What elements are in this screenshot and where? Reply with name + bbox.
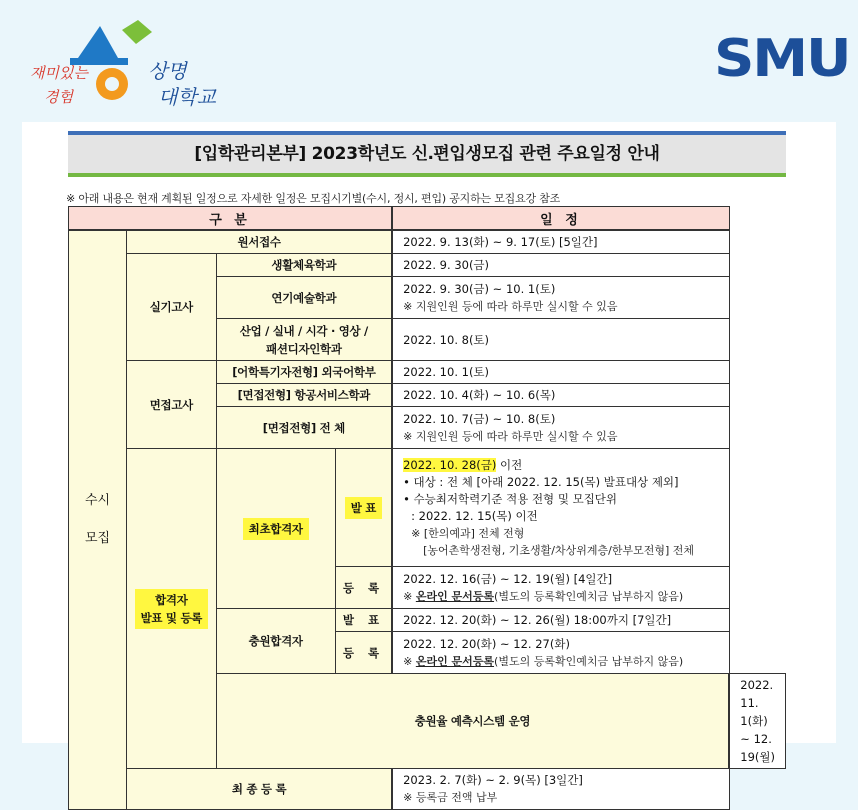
logo-text-3: 상명 xyxy=(148,59,187,83)
group-susi xyxy=(69,230,127,810)
design-label-line1: 산업 / 실내 / 시각 · 영상 / xyxy=(239,323,368,338)
title-bar-bottom xyxy=(68,173,786,177)
acting-value-date: 2022. 9. 30(금) ~ 10. 1(토) xyxy=(403,281,556,296)
notice-text: ※ 아래 내용은 현재 계획된 일정으로 자세한 일정은 모집시기별(수시, 정시, 편입) 공지하는 모집요강 참조 xyxy=(66,192,561,205)
design-value: 2022. 10. 8(토) xyxy=(392,319,729,361)
final-announce-label xyxy=(335,449,392,567)
table-row xyxy=(69,769,786,810)
logo-text-1: 재미있는 xyxy=(30,64,88,82)
final-announce-value xyxy=(392,449,729,567)
final-announce-line5: ※ [한의예과] 전체 전형 xyxy=(411,526,525,540)
final-announce-line4: : 2022. 12. 15(목) 이전 xyxy=(411,508,538,523)
final-register-line2 xyxy=(403,588,719,606)
additional-announce-label: 발 표 xyxy=(335,609,392,632)
schedule-table xyxy=(68,206,786,810)
final-announce-date: 2022. 10. 28(금) xyxy=(403,457,497,472)
final-register-prefix: ※ xyxy=(403,589,416,603)
interview-all-date: 2022. 10. 7(금) ~ 10. 8(토) xyxy=(403,411,556,426)
final-registration-note: ※ 등록금 전액 납부 xyxy=(403,791,498,804)
design-label-line2: 패션디자인학과 xyxy=(266,341,342,356)
additional-register-line2 xyxy=(403,653,719,671)
header-category: 구 분 xyxy=(69,207,393,231)
interview-all-label: [면접전형] 전 체 xyxy=(216,407,392,449)
logo-text-4: 대학교 xyxy=(158,85,216,109)
logo-text-2: 경험 xyxy=(44,88,73,106)
page-title: [입학관리본부] 2023학년도 신․편입생모집 관련 주요일정 안내 xyxy=(68,135,786,173)
sport-label: 생활체육학과 xyxy=(216,254,392,277)
additional-register-prefix: ※ xyxy=(403,654,416,668)
interview-label: 면접고사 xyxy=(127,361,217,449)
final-register-value xyxy=(392,567,729,609)
language-value: 2022. 10. 1(토) xyxy=(392,361,729,384)
additional-register-suffix: (별도의 등록확인예치금 납부하지 않음) xyxy=(494,654,684,668)
final-announce-label-text: 발 표 xyxy=(345,497,382,519)
table-row xyxy=(69,254,786,277)
prediction-value: 2022. 11. 1(화) ~ 12. 19(월) xyxy=(729,674,785,769)
aviation-label: [면접전형] 항공서비스학과 xyxy=(216,384,392,407)
final-announce-line1 xyxy=(403,457,719,474)
table-header-row xyxy=(69,207,786,231)
acting-value-note: ※ 지원인원 등에 따라 하루만 실시할 수 있음 xyxy=(403,299,618,313)
final-registration-date: 2023. 2. 7(화) ~ 2. 9(목) [3일간] xyxy=(403,773,583,787)
final-register-label: 등 록 xyxy=(335,567,392,609)
admission-label xyxy=(127,449,217,769)
admission-label-line1: 합격자 xyxy=(155,592,188,607)
acting-value xyxy=(392,277,729,319)
final-register-line1: 2022. 12. 16(금) ~ 12. 19(월) [4일간] xyxy=(403,571,613,586)
additional-register-bold: 온라인 문서등록 xyxy=(415,654,495,668)
admission-label-line2: 발표 및 등록 xyxy=(140,610,203,625)
additional-announce-value: 2022. 12. 20(화) ~ 12. 26(월) 18:00까지 [7일간] xyxy=(392,609,729,632)
table-row xyxy=(69,230,786,254)
additional-pass-label: 충원합격자 xyxy=(216,609,335,674)
acting-label: 연기예술학과 xyxy=(216,277,392,319)
practical-label: 실기고사 xyxy=(127,254,217,361)
final-pass-label-text: 최초합격자 xyxy=(243,518,309,540)
interview-all-value xyxy=(392,407,729,449)
final-announce-line6: [농어촌학생전형, 기초생활/차상위계층/한부모전형] 전체 xyxy=(423,543,694,557)
additional-register-label: 등 록 xyxy=(335,632,392,674)
additional-register-value xyxy=(392,632,729,674)
final-register-suffix: (별도의 등록확인예치금 납부하지 않음) xyxy=(494,589,684,603)
group-susi-line1: 수시 xyxy=(84,493,111,508)
final-announce-line3: • 수능최저학력기준 적용 전형 및 모집단위 xyxy=(403,491,618,506)
application-value: 2022. 9. 13(화) ~ 9. 17(토) [5일간] xyxy=(392,230,729,254)
design-label xyxy=(216,319,392,361)
additional-register-line1: 2022. 12. 20(화) ~ 12. 27(화) xyxy=(403,636,570,651)
sangmyung-logo xyxy=(26,18,236,113)
final-announce-suffix: 이전 xyxy=(496,457,523,472)
table-row xyxy=(69,449,786,567)
group-susi-line2: 모집 xyxy=(84,531,111,546)
smu-logo: SMU xyxy=(714,29,850,89)
prediction-label: 충원율 예측시스템 운영 xyxy=(216,674,729,769)
language-label: [어학특기자전형] 외국어학부 xyxy=(216,361,392,384)
application-label: 원서접수 xyxy=(127,230,393,254)
final-announce-line2: • 대상 : 전 체 [아래 2022. 12. 15(목) 발표대상 제외] xyxy=(403,474,679,489)
final-pass-label xyxy=(216,449,335,609)
aviation-value: 2022. 10. 4(화) ~ 10. 6(목) xyxy=(392,384,729,407)
final-register-bold: 온라인 문서등록 xyxy=(415,589,495,603)
final-registration-label: 최 종 등 록 xyxy=(127,769,393,810)
sport-value: 2022. 9. 30(금) xyxy=(392,254,729,277)
table-row xyxy=(69,361,786,384)
interview-all-note: ※ 지원인원 등에 따라 하루만 실시할 수 있음 xyxy=(403,429,618,443)
header-schedule: 일 정 xyxy=(392,207,729,231)
final-registration-value xyxy=(392,769,729,810)
